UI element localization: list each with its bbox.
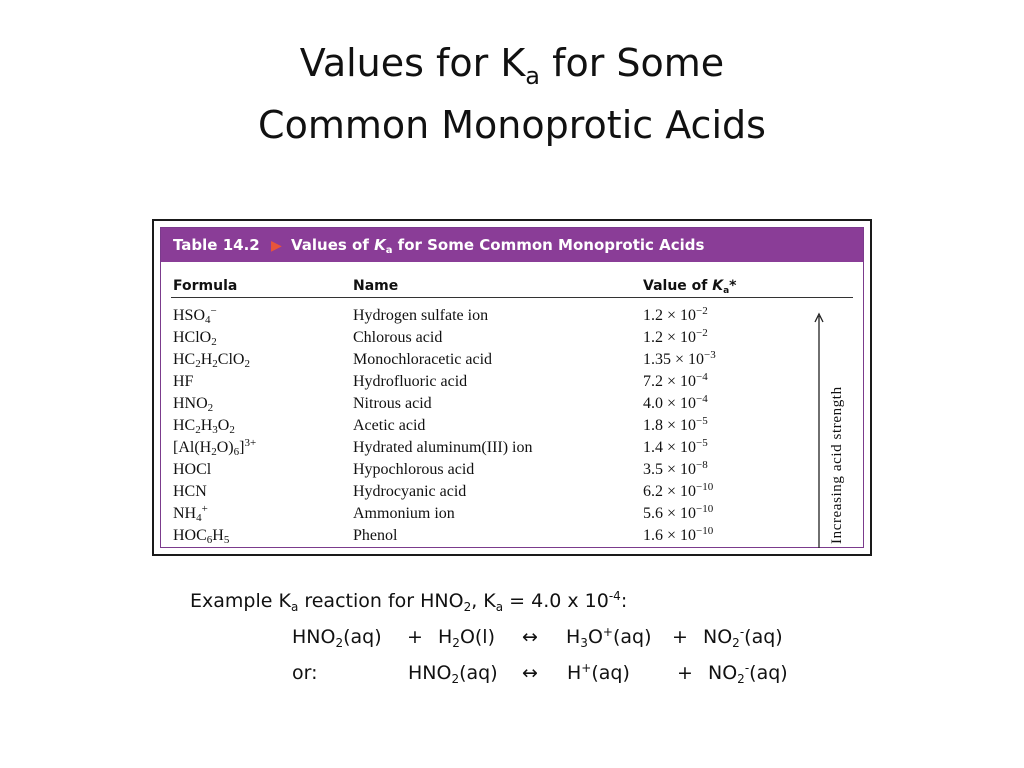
formula-cell: $HC_2H_3O_2$ — [173, 417, 235, 436]
eq1-h2o: $H_2O(l)$ — [438, 626, 495, 650]
formula-cell: $HC_2H_2ClO_2$ — [173, 351, 250, 370]
slide-title — [0, 32, 1024, 156]
header-divider — [171, 297, 853, 298]
table-inner-border — [160, 227, 864, 548]
eq1-plus: + — [672, 626, 688, 648]
table-row — [161, 461, 863, 483]
caption-k: K — [374, 236, 386, 254]
eq1-plus: + — [407, 626, 423, 648]
strength-label: Increasing acid strength — [829, 386, 845, 544]
value-cell: $3.5 \times 10^{-8}$ — [643, 459, 708, 478]
value-cell: $1.35 \times 10^{-3}$ — [643, 349, 716, 368]
eq1-hno2: $HNO_2(aq)$ — [292, 626, 382, 650]
title-text: Values for K — [299, 41, 526, 85]
table-row — [161, 483, 863, 505]
value-cell: $1.4 \times 10^{-5}$ — [643, 437, 708, 456]
value-cell: $1.6 \times 10^{-10}$ — [643, 525, 714, 544]
column-header-formula: Formula — [173, 278, 238, 294]
eq1-h3o: $H_3O^+(aq)$ — [566, 625, 652, 650]
eq1-arrow: ↔ — [522, 626, 538, 648]
table-row — [161, 395, 863, 417]
column-header-name: Name — [353, 278, 399, 294]
table-row — [161, 527, 863, 549]
eq2-h: H+(aq) — [567, 661, 630, 684]
eq2-plus: + — [677, 662, 693, 684]
name-cell: Chlorous acid — [353, 329, 443, 346]
value-cell: $7.2 \times 10^{-4}$ — [643, 371, 708, 390]
table-row — [161, 505, 863, 527]
acid-strength-indicator — [813, 312, 853, 552]
value-cell: $6.2 \times 10^{-10}$ — [643, 481, 714, 500]
ka-table — [152, 219, 872, 556]
formula-cell: $NH_4^+$ — [173, 503, 208, 524]
table-row — [161, 351, 863, 373]
value-cell: $1.8 \times 10^{-5}$ — [643, 415, 708, 434]
value-cell: $5.6 \times 10^{-10}$ — [643, 503, 714, 522]
caption-text: for Some Common Monoprotic Acids — [392, 236, 705, 254]
caption-subscript: a — [385, 245, 393, 256]
formula-cell: HClO$_2$ — [173, 329, 217, 348]
eq1-no2: $NO_2^-(aq)$ — [703, 625, 783, 650]
table-row — [161, 373, 863, 395]
name-cell: Monochloracetic acid — [353, 351, 493, 368]
eq2-arrow: ↔ — [522, 662, 538, 684]
table-row — [161, 307, 863, 329]
name-cell: Hydrocyanic acid — [353, 483, 467, 500]
eq2-hno2: $HNO_2(aq)$ — [408, 662, 498, 686]
name-cell: Nitrous acid — [353, 395, 432, 412]
name-cell: Hypochlorous acid — [353, 461, 475, 478]
formula-cell: $HNO_2$ — [173, 395, 214, 414]
column-header-value: Value of $K_a*$ — [643, 278, 737, 296]
value-cell: $4.0 \times 10^{-4}$ — [643, 393, 708, 412]
eq2-or: or: — [292, 662, 318, 684]
table-caption — [161, 228, 863, 262]
name-cell: Hydrogen sulfate ion — [353, 307, 489, 324]
name-cell: Hydrofluoric acid — [353, 373, 468, 390]
table-row — [161, 439, 863, 461]
title-line-1 — [0, 32, 1024, 94]
formula-cell: $HSO_4^-$ — [173, 305, 217, 326]
value-cell: $1.2 \times 10^{-2}$ — [643, 327, 708, 346]
formula-cell: HOCl — [173, 461, 212, 478]
name-cell: Ammonium ion — [353, 505, 455, 522]
eq2-no2: $NO_2^-(aq)$ — [708, 661, 788, 686]
formula-cell: HF — [173, 373, 194, 390]
table-row — [161, 329, 863, 351]
name-cell: Phenol — [353, 527, 398, 544]
formula-cell: HCN — [173, 483, 207, 500]
table-number: Table 14.2 — [173, 236, 260, 254]
formula-cell: $HOC_6H_5$ — [173, 527, 230, 546]
name-cell: Hydrated aluminum(III) ion — [353, 439, 533, 456]
formula-cell: $[Al(H_2O)_6]^{3+}$ — [173, 437, 257, 458]
table-row — [161, 417, 863, 439]
caption-arrow-icon: ▶ — [270, 238, 282, 254]
example-heading: Example $K_a$ reaction for $HNO_2$, $K_a = 4.0$ x $10^{-4}$: — [190, 589, 628, 614]
title-line-2: Common Monoprotic Acids — [258, 103, 766, 147]
caption-text: Values of — [290, 236, 375, 254]
value-cell: $1.2 \times 10^{-2}$ — [643, 305, 708, 324]
name-cell: Acetic acid — [353, 417, 426, 434]
title-text: for Some — [540, 41, 725, 85]
title-subscript: a — [525, 62, 540, 90]
